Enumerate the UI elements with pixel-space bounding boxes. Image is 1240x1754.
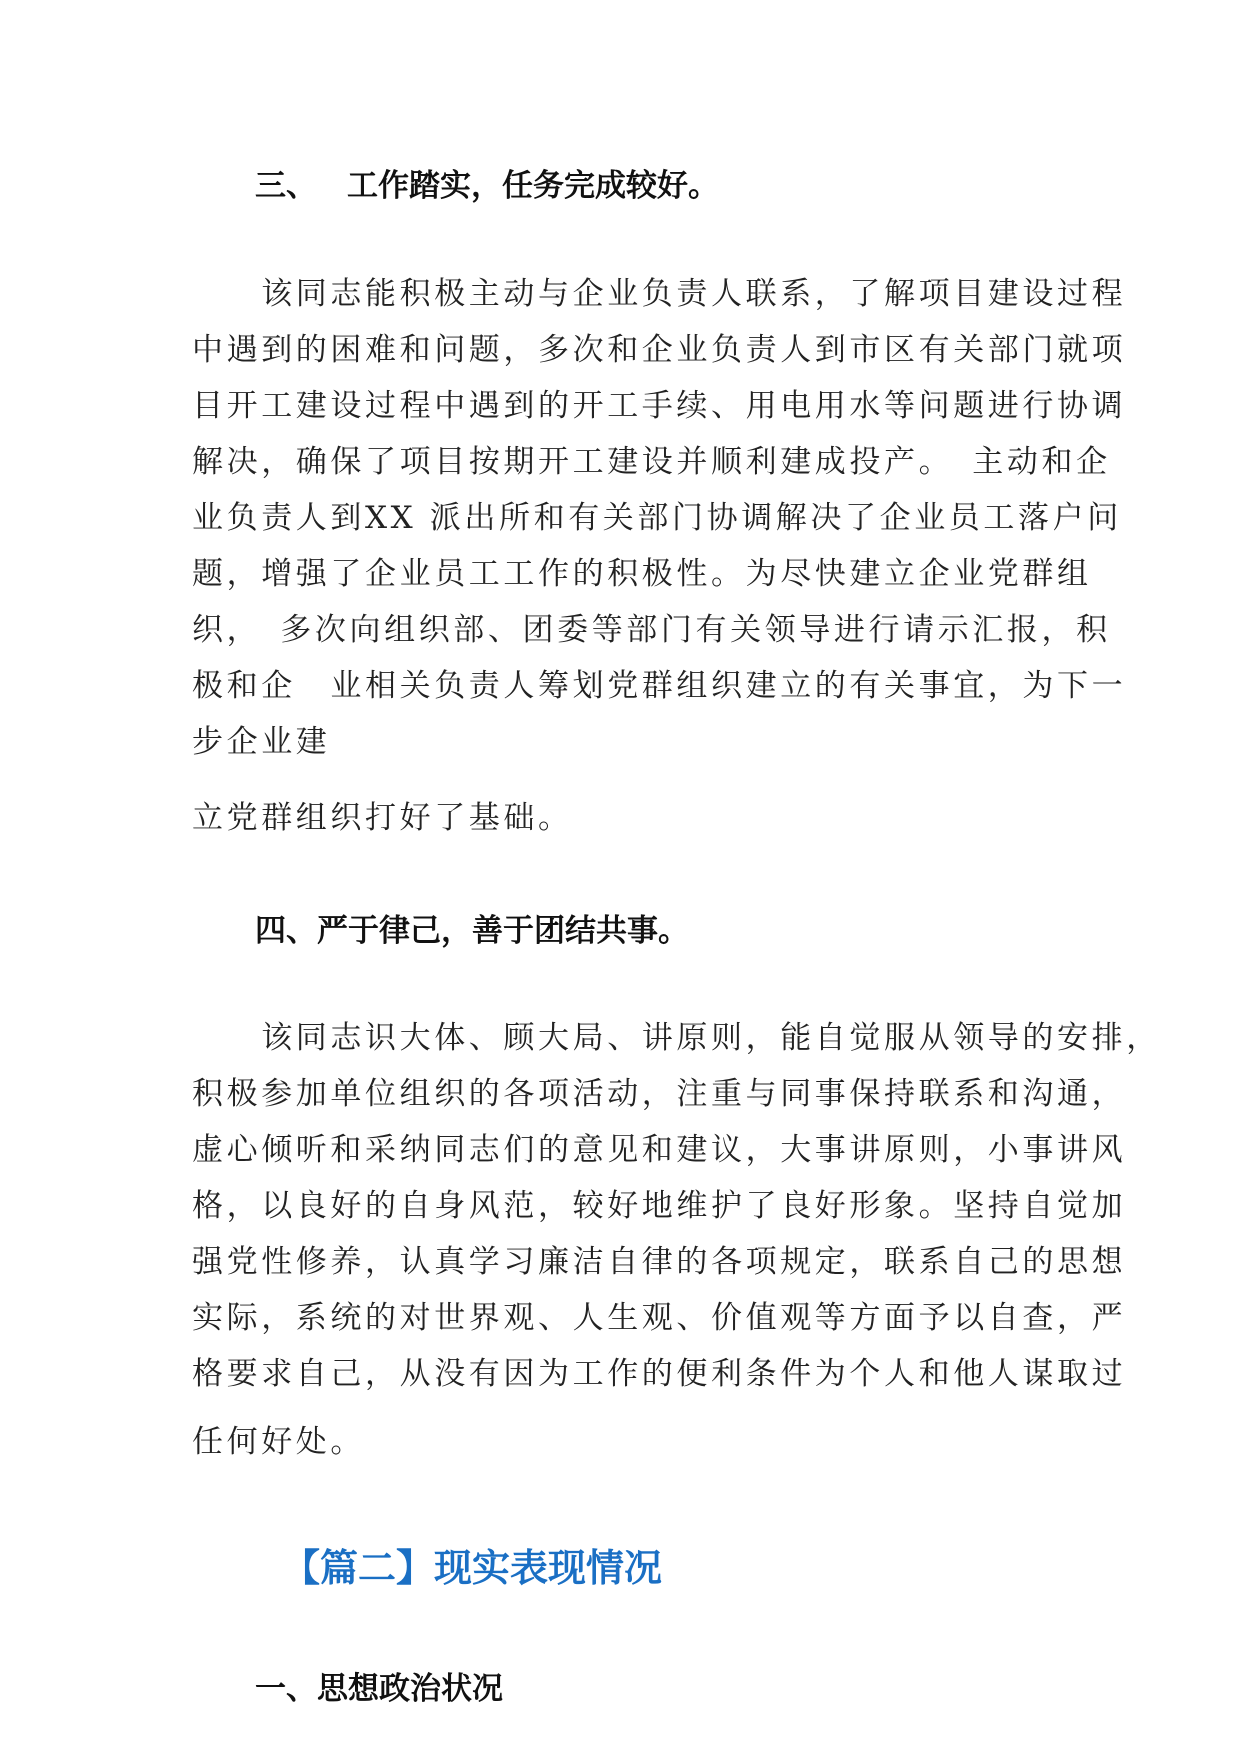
paragraph-line: 步企业建 — [192, 724, 331, 760]
paragraph-line: 极和企 业相关负责人筹划党群组织建立的有关事宜，为下一 — [192, 668, 1127, 704]
paragraph-line: 业负责人到XX 派出所和有关部门协调解决了企业员工落户问 — [192, 500, 1122, 536]
paragraph-line: 虚心倾听和采纳同志们的意见和建议，大事讲原则，小事讲风 — [192, 1132, 1127, 1168]
paragraph-line: 目开工建设过程中遇到的开工手续、用电用水等问题进行协调 — [192, 388, 1127, 424]
paragraph-line: 格要求自己，从没有因为工作的便利条件为个人和他人谋取过 — [192, 1356, 1127, 1392]
paragraph-line: 题，增强了企业员工工作的积极性。为尽快建立企业党群组 — [192, 556, 1092, 592]
paragraph-line: 格，以良好的自身风范，较好地维护了良好形象。坚持自觉加 — [192, 1188, 1127, 1224]
paragraph-line: 任何好处。 — [192, 1424, 365, 1460]
section-one-heading: 一、思想政治状况 — [255, 1671, 503, 1707]
paragraph-line: 该同志能积极主动与企业负责人联系，了解项目建设过程 — [192, 276, 1127, 312]
section-three-number: 三、 — [255, 168, 317, 204]
paragraph-line: 该同志识大体、顾大局、讲原则，能自觉服从领导的安排， — [192, 1020, 1161, 1056]
paragraph-line: 解决，确保了项目按期开工建设并顺利建成投产。 主动和企 — [192, 444, 1111, 480]
paragraph-line: 立党群组织打好了基础。 — [192, 800, 573, 836]
section-three-heading — [255, 160, 719, 205]
section-three-title: 工作踏实，任务完成较好。 — [347, 168, 719, 204]
paragraph-line: 强党性修养，认真学习廉洁自律的各项规定，联系自己的思想 — [192, 1244, 1127, 1280]
paragraph-line: 积极参加单位组织的各项活动，注重与同事保持联系和沟通， — [192, 1076, 1127, 1112]
paragraph-line: 中遇到的困难和问题，多次和企业负责人到市区有关部门就项 — [192, 332, 1127, 368]
section-four-heading: 四、严于律己，善于团结共事。 — [255, 913, 689, 949]
article-two-title: 【篇二】现实表现情况 — [282, 1546, 663, 1590]
paragraph-line: 实际，系统的对世界观、人生观、价值观等方面予以自查，严 — [192, 1300, 1127, 1336]
paragraph-line: 织， 多次向组织部、团委等部门有关领导进行请示汇报，积 — [192, 612, 1111, 648]
